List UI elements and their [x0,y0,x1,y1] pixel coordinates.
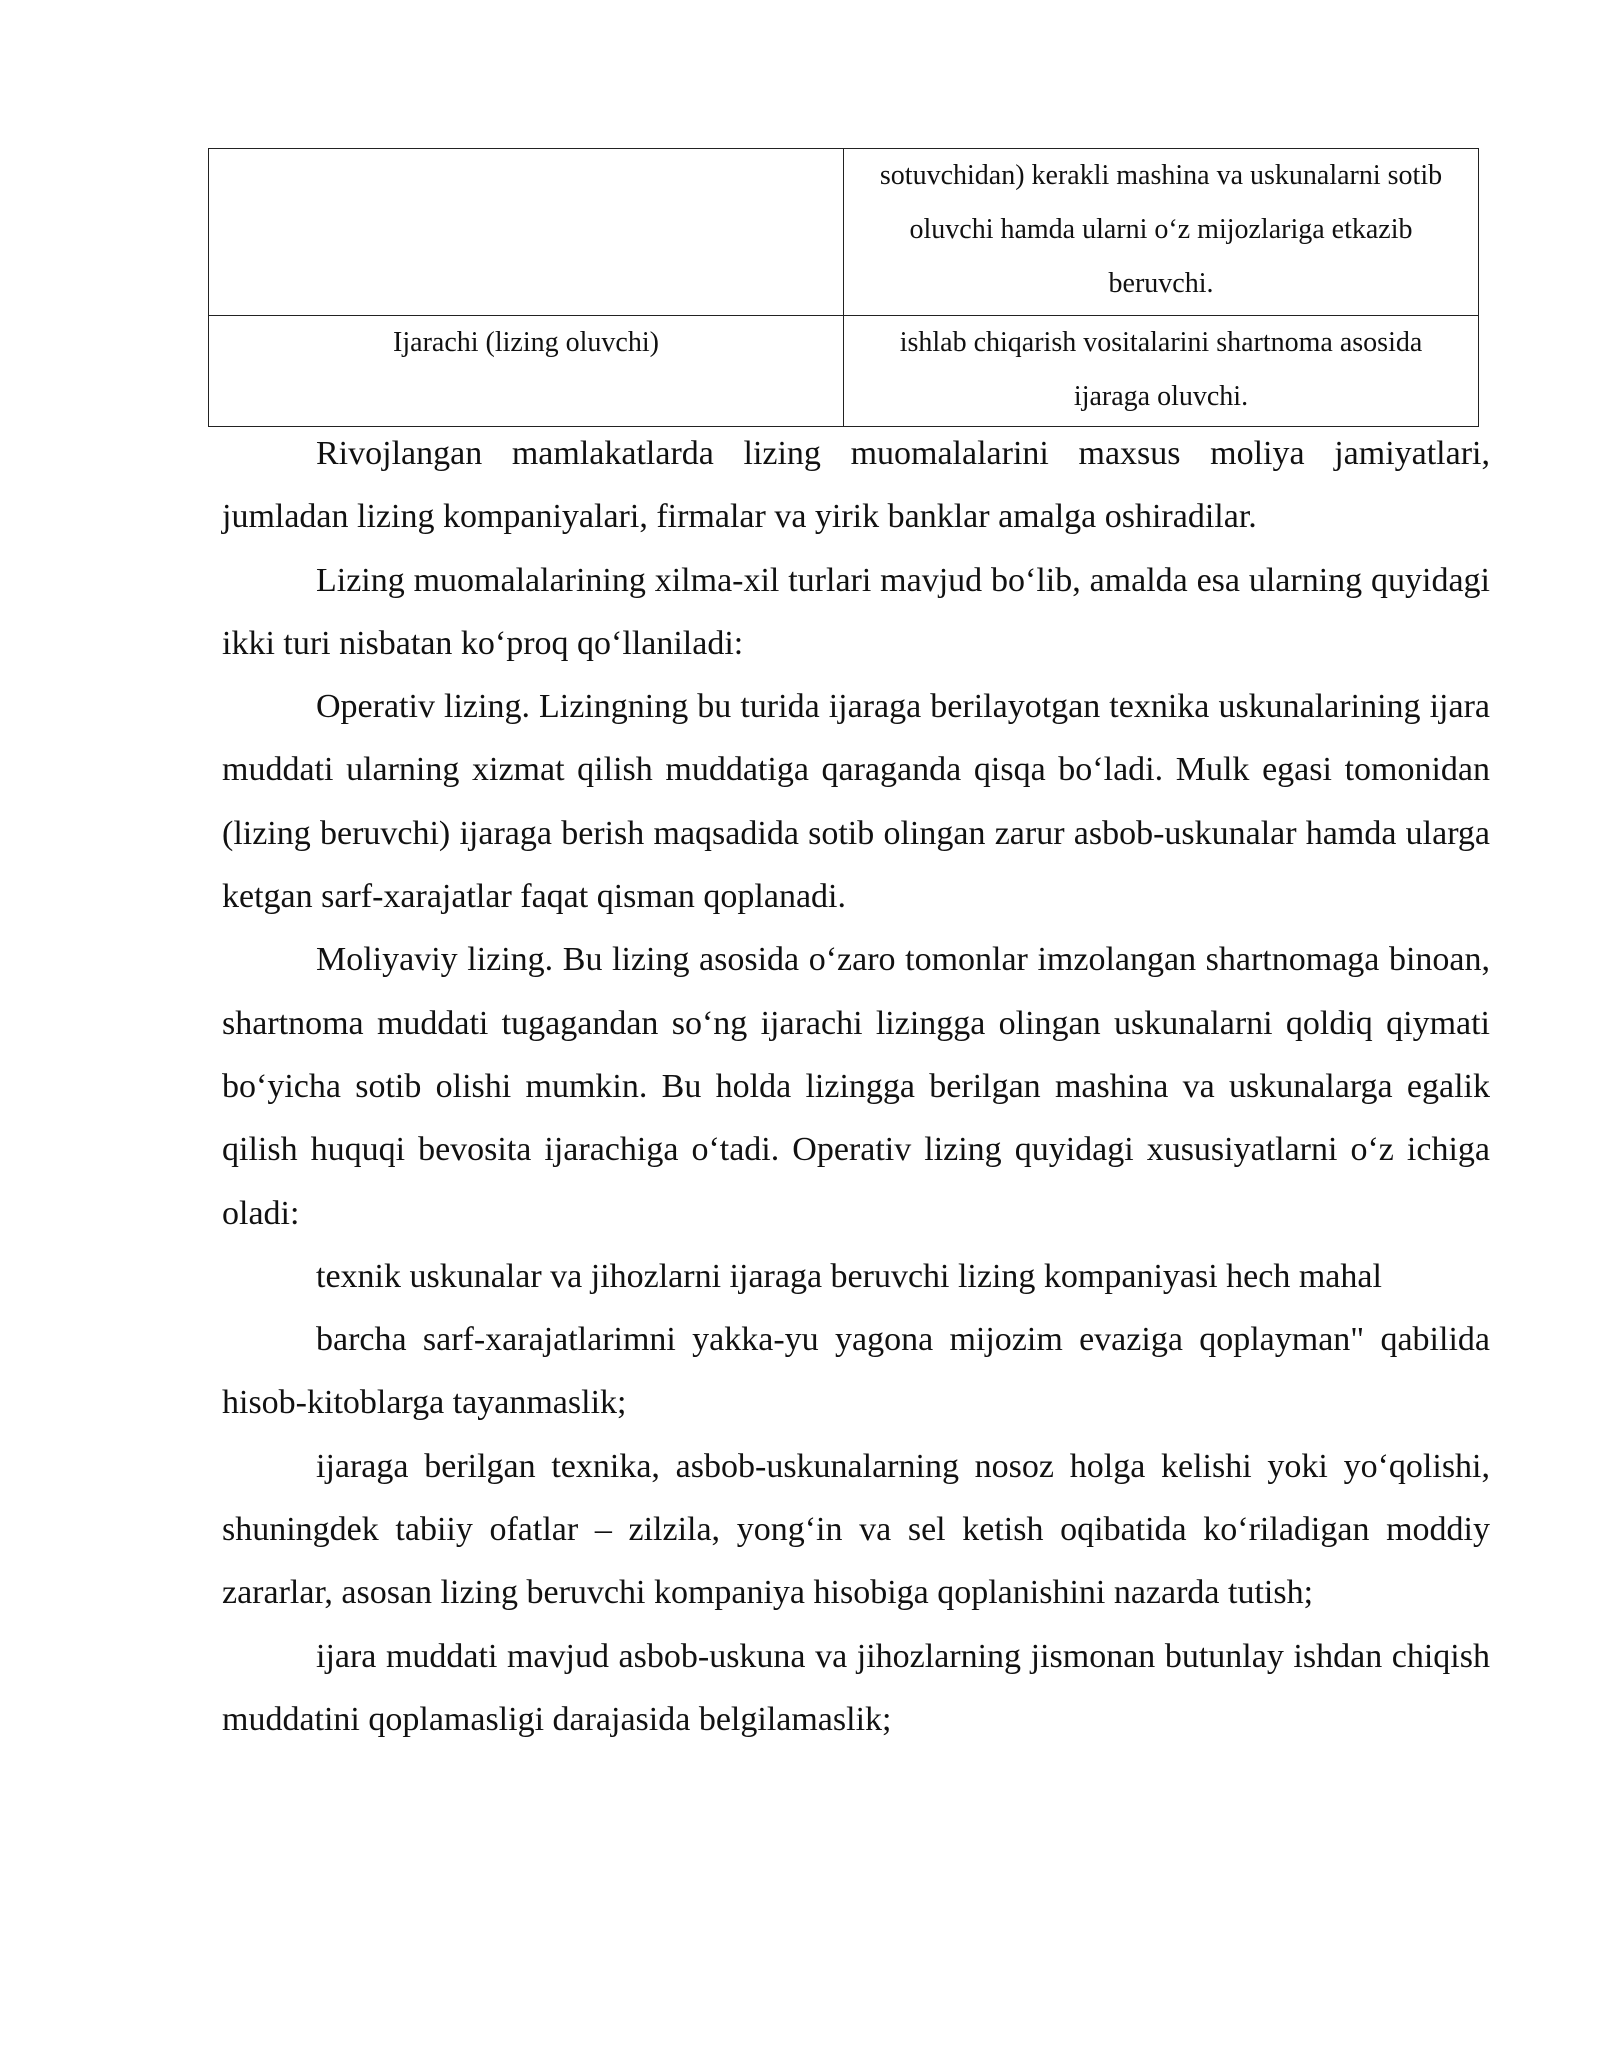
paragraph: barcha sarf-xarajatlarimni yakka-yu yagona mijozim evaziga qoplayman" qabilida hisob-kitoblarga tayanmaslik; [222,1321,1490,1422]
paragraph: Rivojlangan mamlakatlarda lizing muomalalarini maxsus moliya jamiyatlari, jumladan lizing kompaniyalari, firmalar va yirik banklar amalga oshiradilar. [222,435,1490,536]
leasing-parties-table [208,148,1479,427]
table-cell-description: sotuvchidan) kerakli mashina va uskunalarni sotib oluvchi hamda ularni o‘z mijozlariga etkazib beruvchi. [844,149,1479,316]
paragraph: ijaraga berilgan texnika, asbob-uskunalarning nosoz holga kelishi yoki yo‘qolishi, shuningdek tabiiy ofatlar – zilzila, yong‘in va sel ketish oqibatida ko‘riladigan moddiy zararlar, asosan lizing beruvchi kompaniya hisobiga qoplanishini nazarda tutish; [222,1447,1490,1612]
paragraph: Operativ lizing. Lizingning bu turida ijaraga berilayotgan texnika uskunalarining ijara muddati ularning xizmat qilish muddatiga qaraganda qisqa bo‘ladi. Mulk egasi tomonidan (lizing beruvchi) ijaraga berish maqsadida sotib olingan zarur asbob-uskunalar hamda ularga ketgan sarf-xarajatlar faqat qisman qoplanadi. [222,688,1490,916]
table-row [209,149,1479,316]
paragraph: ijara muddati mavjud asbob-uskuna va jihozlarning jismonan butunlay ishdan chiqish muddatini qoplamasligi darajasida belgilamaslik; [222,1637,1490,1738]
table-row [209,316,1479,427]
paragraph: Moliyaviy lizing. Bu lizing asosida o‘zaro tomonlar imzolangan shartnomaga binoan, shartnoma muddati tugagandan so‘ng ijarachi lizingga olingan uskunalarni qoldiq qiymati bo‘yicha sotib olishi mumkin. Bu holda lizingga berilgan mashina va uskunalarga egalik qilish huquqi bevosita ijarachiga o‘tadi. Operativ lizing quyidagi xususiyatlarni o‘z ichiga oladi: [222,941,1490,1232]
table-cell-description: ishlab chiqarish vositalarini shartnoma asosida ijaraga oluvchi. [844,316,1479,427]
paragraph: texnik uskunalar va jihozlarni ijaraga beruvchi lizing kompaniyasi hech mahal [316,1257,1382,1295]
paragraph: Lizing muomalalarining xilma-xil turlari mavjud bo‘lib, amalda esa ularning quyidagi ikki turi nisbatan ko‘proq qo‘llaniladi: [222,561,1490,662]
table-cell-party: Ijarachi (lizing oluvchi) [209,316,844,427]
table-cell-party [209,149,844,316]
body-text [222,422,1490,1751]
